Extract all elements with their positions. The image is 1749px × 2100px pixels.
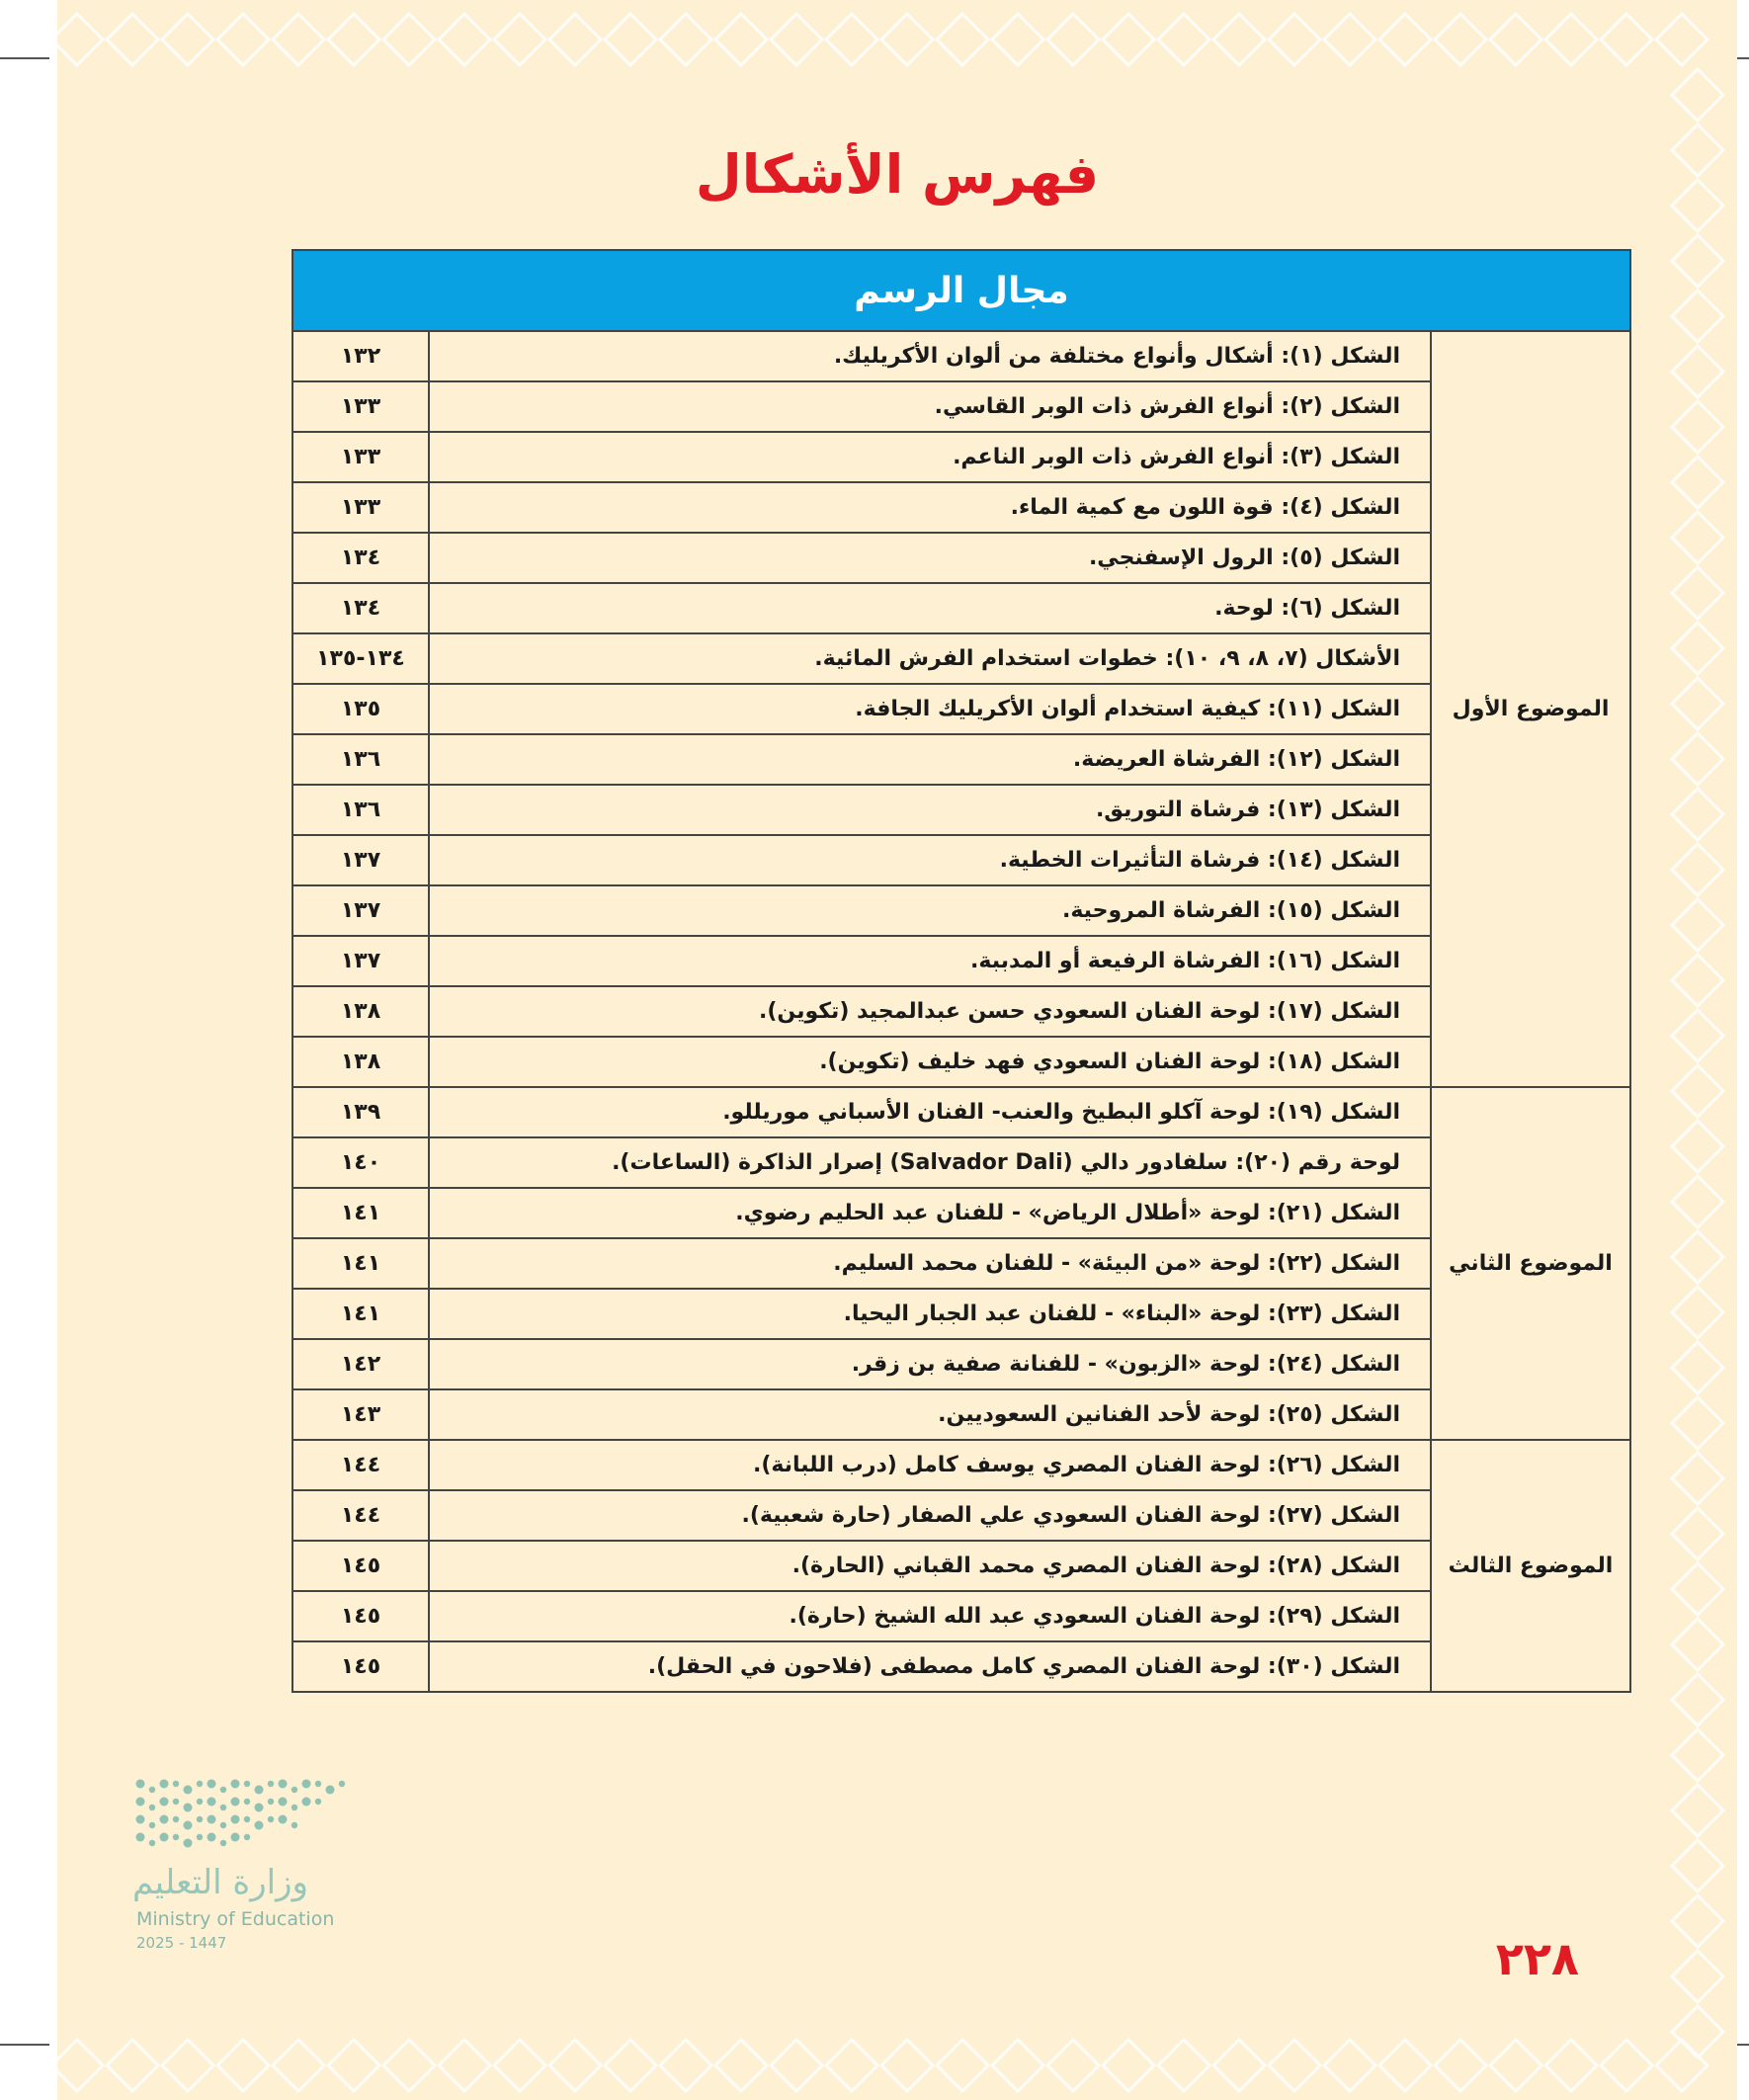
figure-description: الشكل (٢): أنواع الفرش ذات الوبر القاسي. (429, 381, 1431, 432)
table-row (292, 1440, 1630, 1490)
figure-page-number: ١٣٨ (292, 1037, 429, 1087)
ministry-name-ar: وزارة التعليم (132, 1863, 308, 1902)
page-number: ٢٢٨ (1495, 1932, 1579, 1985)
figure-page-number: ١٤٤ (292, 1440, 429, 1490)
figure-page-number: ١٤١ (292, 1238, 429, 1289)
figure-page-number: ١٣٣ (292, 381, 429, 432)
table-row (292, 1389, 1630, 1440)
figure-description: الشكل (٢٦): لوحة الفنان المصري يوسف كامل (درب اللبانة). (429, 1440, 1431, 1490)
figure-page-number: ١٣٣ (292, 432, 429, 482)
figure-description: الشكل (٤): قوة اللون مع كمية الماء. (429, 482, 1431, 533)
figure-description: الشكل (١): أشكال وأنواع مختلفة من ألوان الأكريليك. (429, 331, 1431, 381)
topic-cell: الموضوع الثالث (1431, 1440, 1630, 1692)
figure-page-number: ١٤٥ (292, 1591, 429, 1641)
figure-page-number: ١٤٢ (292, 1339, 429, 1389)
figure-page-number: ١٣٧ (292, 936, 429, 986)
table-row (292, 1339, 1630, 1389)
table-row (292, 633, 1630, 684)
table-row (292, 432, 1630, 482)
figure-page-number: ١٣٤ (292, 583, 429, 633)
figure-description: الشكل (٢١): لوحة «أطلال الرياض» - للفنان عبد الحليم رضوي. (429, 1188, 1431, 1238)
table-row (292, 1641, 1630, 1692)
figure-page-number: ١٤٠ (292, 1137, 429, 1188)
table-row (292, 785, 1630, 835)
table-row (292, 986, 1630, 1037)
figure-page-number: ١٣٧ (292, 885, 429, 936)
figure-description: الشكل (٦): لوحة. (429, 583, 1431, 633)
figure-page-number: ١٣٢ (292, 331, 429, 381)
figure-description: الأشكال (٧، ٨، ٩، ١٠): خطوات استخدام الفرش المائية. (429, 633, 1431, 684)
figure-description: الشكل (٢٢): لوحة «من البيئة» - للفنان محمد السليم. (429, 1238, 1431, 1289)
table-row (292, 1087, 1630, 1137)
crop-mark (0, 2044, 49, 2046)
figure-description: الشكل (١٧): لوحة الفنان السعودي حسن عبدالمجيد (تكوين). (429, 986, 1431, 1037)
table-row (292, 936, 1630, 986)
figure-description: الشكل (٢٣): لوحة «البناء» - للفنان عبد الجبار اليحيا. (429, 1289, 1431, 1339)
crop-mark (0, 57, 49, 59)
table-row (292, 1289, 1630, 1339)
figure-description: الشكل (٥): الرول الإسفنجي. (429, 533, 1431, 583)
figure-page-number: ١٤١ (292, 1289, 429, 1339)
figure-description: الشكل (٢٤): لوحة «الزبون» - للفنانة صفية بن زقر. (429, 1339, 1431, 1389)
figure-page-number: ١٣٦ (292, 734, 429, 785)
ministry-name-en: Ministry of Education (136, 1908, 335, 1930)
table-row (292, 1591, 1630, 1641)
figure-description: الشكل (١٢): الفرشاة العريضة. (429, 734, 1431, 785)
figure-description: الشكل (٣): أنواع الفرش ذات الوبر الناعم. (429, 432, 1431, 482)
figure-page-number: ١٣٥ (292, 684, 429, 734)
table-row (292, 885, 1630, 936)
figure-description: لوحة رقم (٢٠): سلفادور دالي (Salvador Dali) إصرار الذاكرة (الساعات). (429, 1137, 1431, 1188)
figure-description: الشكل (١٣): فرشاة التوريق. (429, 785, 1431, 835)
figure-page-number: ١٤٤ (292, 1490, 429, 1541)
table-row (292, 1490, 1630, 1541)
figure-description: الشكل (٢٧): لوحة الفنان السعودي علي الصفار (حارة شعبية). (429, 1490, 1431, 1541)
figure-description: الشكل (٢٩): لوحة الفنان السعودي عبد الله الشيخ (حارة). (429, 1591, 1431, 1641)
figure-description: الشكل (١٩): لوحة آكلو البطيخ والعنب- الفنان الأسباني موريللو. (429, 1087, 1431, 1137)
table-row (292, 684, 1630, 734)
table-row (292, 1137, 1630, 1188)
table-row (292, 331, 1630, 381)
figure-page-number: ١٤٥ (292, 1541, 429, 1591)
figure-description: الشكل (١٤): فرشاة التأثيرات الخطية. (429, 835, 1431, 885)
figure-page-number: ١٤٥ (292, 1641, 429, 1692)
page (57, 0, 1737, 2100)
table-row (292, 381, 1630, 432)
figure-page-number: ١٣٨ (292, 986, 429, 1037)
figure-description: الشكل (١٥): الفرشاة المروحية. (429, 885, 1431, 936)
table-body (292, 331, 1630, 1692)
figure-description: الشكل (١٦): الفرشاة الرفيعة أو المدببة. (429, 936, 1431, 986)
figure-page-number: ١٣٤ (292, 533, 429, 583)
figure-page-number: ١٣٣ (292, 482, 429, 533)
figure-page-number: ١٣٦ (292, 785, 429, 835)
figure-page-number: ١٤٣ (292, 1389, 429, 1440)
table-row (292, 533, 1630, 583)
table-row (292, 1541, 1630, 1591)
figure-description: الشكل (٣٠): لوحة الفنان المصري كامل مصطفى (فلاحون في الحقل). (429, 1641, 1431, 1692)
ministry-dots-icon (132, 1774, 360, 1859)
table-row (292, 734, 1630, 785)
figure-page-number: ١٣٤-١٣٥ (292, 633, 429, 684)
page-title: فهرس الأشكال (695, 143, 1100, 206)
figure-description: الشكل (٢٨): لوحة الفنان المصري محمد القباني (الحارة). (429, 1541, 1431, 1591)
figure-description: الشكل (٢٥): لوحة لأحد الفنانين السعوديين. (429, 1389, 1431, 1440)
figure-description: الشكل (١٨): لوحة الفنان السعودي فهد خليف (تكوين). (429, 1037, 1431, 1087)
table-row (292, 482, 1630, 533)
section-header: مجال الرسم (292, 250, 1630, 331)
figure-page-number: ١٣٩ (292, 1087, 429, 1137)
table-row (292, 1188, 1630, 1238)
edition-year: 2025 - 1447 (136, 1934, 227, 1952)
ministry-logo (97, 1774, 393, 1952)
table-row (292, 835, 1630, 885)
table-row (292, 1238, 1630, 1289)
figure-description: الشكل (١١): كيفية استخدام ألوان الأكريليك الجافة. (429, 684, 1431, 734)
figures-index-table (292, 249, 1631, 1693)
figure-page-number: ١٣٧ (292, 835, 429, 885)
topic-cell: الموضوع الأول (1431, 331, 1630, 1087)
table-row (292, 1037, 1630, 1087)
topic-cell: الموضوع الثاني (1431, 1087, 1630, 1440)
table-row (292, 583, 1630, 633)
figure-page-number: ١٤١ (292, 1188, 429, 1238)
